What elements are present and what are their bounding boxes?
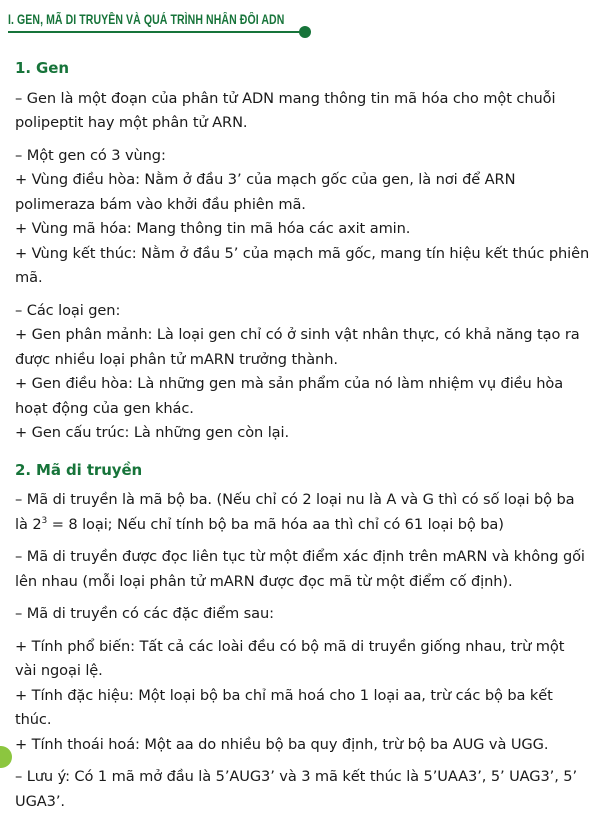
genetic-code-feature-item: + Tính đặc hiệu: Một loại bộ ba chỉ mã hoá cho 1 loại aa, trừ các bộ ba kết thúc.	[15, 686, 553, 728]
gen-types-intro: – Các loại gen:	[15, 301, 121, 319]
gen-type-item: + Gen điều hòa: Là những gen mà sản phẩm của nó làm nhiệm vụ điều hòa hoạt động của gen khác.	[15, 375, 564, 417]
triplet-text-a: – Mã di truyền là mã bộ ba. (Nếu chỉ có 2 loại nu là A và G thì có số loại bộ ba là 2	[15, 491, 575, 533]
header-dot-icon	[299, 26, 311, 38]
genetic-code-note: – Lưu ý: Có 1 mã mở đầu là 5’AUG3’ và 3 mã kết thúc là 5’UAA3’, 5’ UAG3’, 5’ UGA3’.	[15, 768, 578, 810]
gen-definition: – Gen là một đoạn của phân tử ADN mang thông tin mã hóa cho một chuỗi polipeptit hay một phân tử ARN.	[15, 89, 556, 131]
corner-decoration-icon	[0, 746, 12, 768]
genetic-code-feature-item: + Tính phổ biến: Tất cả các loài đều có bộ mã di truyền giống nhau, trừ một vài ngoại lệ.	[15, 637, 565, 679]
triplet-exponent: 3	[41, 515, 48, 526]
gen-region-item: + Vùng mã hóa: Mang thông tin mã hóa các axit amin.	[15, 220, 411, 237]
gen-region-item: + Vùng kết thúc: Nằm ở đầu 5’ của mạch mã gốc, mang tín hiệu kết thúc phiên mã.	[15, 244, 590, 286]
section-header	[8, 12, 308, 36]
section-gen-title: 1. Gen	[15, 59, 69, 77]
gen-type-item: + Gen phân mảnh: Là loại gen chỉ có ở sinh vật nhân thực, có khả năng tạo ra được nhiều loại phân tử mARN trưởng thành.	[15, 326, 580, 368]
triplet-text-b: = 8 loại; Nếu chỉ tính bộ ba mã hóa aa thì chỉ có 61 loại bộ ba)	[47, 515, 504, 533]
gen-type-item: + Gen cấu trúc: Là những gen còn lại.	[15, 424, 290, 441]
genetic-code-features-intro: – Mã di truyền có các đặc điểm sau:	[15, 605, 274, 622]
genetic-code-feature-item: + Tính thoái hoá: Một aa do nhiều bộ ba quy định, trừ bộ ba AUG và UGG.	[15, 735, 549, 753]
gen-regions-intro: – Một gen có 3 vùng:	[15, 146, 166, 164]
document-body	[15, 56, 590, 814]
section-genetic-code-title: 2. Mã di truyền	[15, 460, 143, 479]
section-header-title: I. GEN, MÃ DI TRUYỀN VÀ QUÁ TRÌNH NHÂN ĐÔI ADN	[8, 12, 285, 27]
gen-region-item: + Vùng điều hòa: Nằm ở đầu 3’ của mạch gốc của gen, là nơi để ARN polimeraza bám vào khởi đầu phiên mã.	[15, 171, 516, 213]
genetic-code-triplet	[15, 488, 590, 537]
header-underline	[8, 31, 304, 33]
genetic-code-reading: – Mã di truyền được đọc liên tục từ một điểm xác định trên mARN và không gối lên nhau (mỗi loại phân tử mARN được đọc mã từ một điểm cố định).	[15, 548, 585, 590]
